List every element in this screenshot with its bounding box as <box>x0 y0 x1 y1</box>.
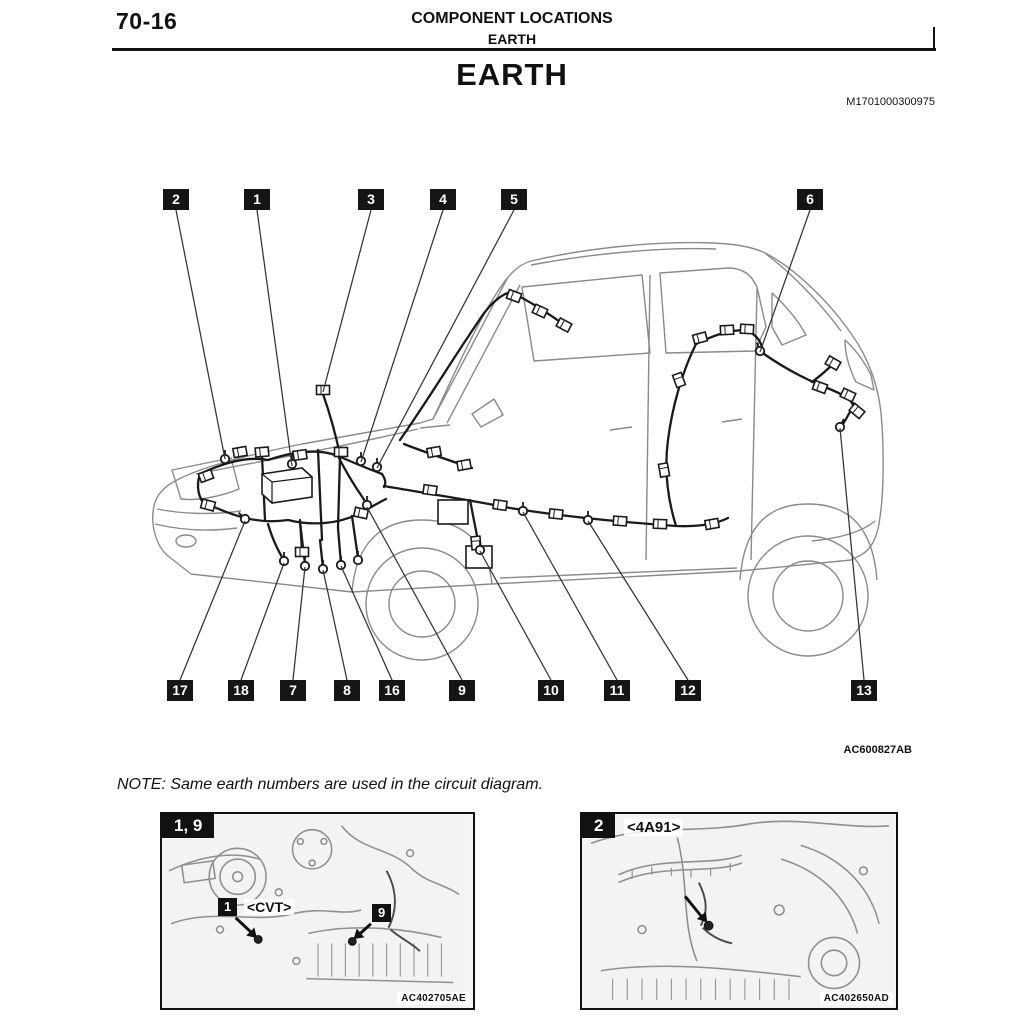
engine-4a91-tag: <4A91> <box>624 819 683 836</box>
callout-bottom-18: 18 <box>228 680 254 701</box>
inset-photo-1-9-art <box>162 814 473 1008</box>
inset-photo-2 <box>580 812 898 1010</box>
callout-bottom-17: 17 <box>167 680 193 701</box>
callout-top-1: 1 <box>244 189 270 210</box>
callout-bottom-12: 12 <box>675 680 701 701</box>
leader-lines <box>176 210 864 680</box>
inset-photo-2-art <box>582 814 896 1008</box>
callout-top-4: 4 <box>430 189 456 210</box>
callout-bottom-11: 11 <box>604 680 630 701</box>
callout-bottom-7: 7 <box>280 680 306 701</box>
inset-1-9-label: 1, 9 <box>162 814 214 838</box>
note-text: NOTE: Same earth numbers are used in the circuit diagram. <box>117 776 543 793</box>
cvt-tag: <CVT> <box>244 899 294 915</box>
callout-1-chip: 1 <box>218 898 237 916</box>
figure-code: AC600827AB <box>843 744 912 756</box>
page-number: 70-16 <box>116 8 178 34</box>
page-border-tick <box>933 27 935 51</box>
inset-photo-1-9 <box>160 812 475 1010</box>
callout-9-chip: 9 <box>372 904 391 922</box>
callout-top-6: 6 <box>797 189 823 210</box>
header-subtitle: EARTH <box>487 31 537 47</box>
page-title: EARTH <box>456 57 568 92</box>
callout-bottom-16: 16 <box>379 680 405 701</box>
header-rule <box>112 48 936 51</box>
callout-bottom-9: 9 <box>449 680 475 701</box>
callout-bottom-13: 13 <box>851 680 877 701</box>
inset-2-label: 2 <box>582 814 615 838</box>
header-title: COMPONENT LOCATIONS <box>411 10 613 27</box>
inset-2-code: AC402650AD <box>820 992 893 1005</box>
callout-bottom-10: 10 <box>538 680 564 701</box>
callout-top-3: 3 <box>358 189 384 210</box>
doc-code: M1701000300975 <box>846 96 935 108</box>
inset-1-9-code: AC402705AE <box>397 992 470 1005</box>
callout-top-5: 5 <box>501 189 527 210</box>
callout-bottom-8: 8 <box>334 680 360 701</box>
callout-top-2: 2 <box>163 189 189 210</box>
